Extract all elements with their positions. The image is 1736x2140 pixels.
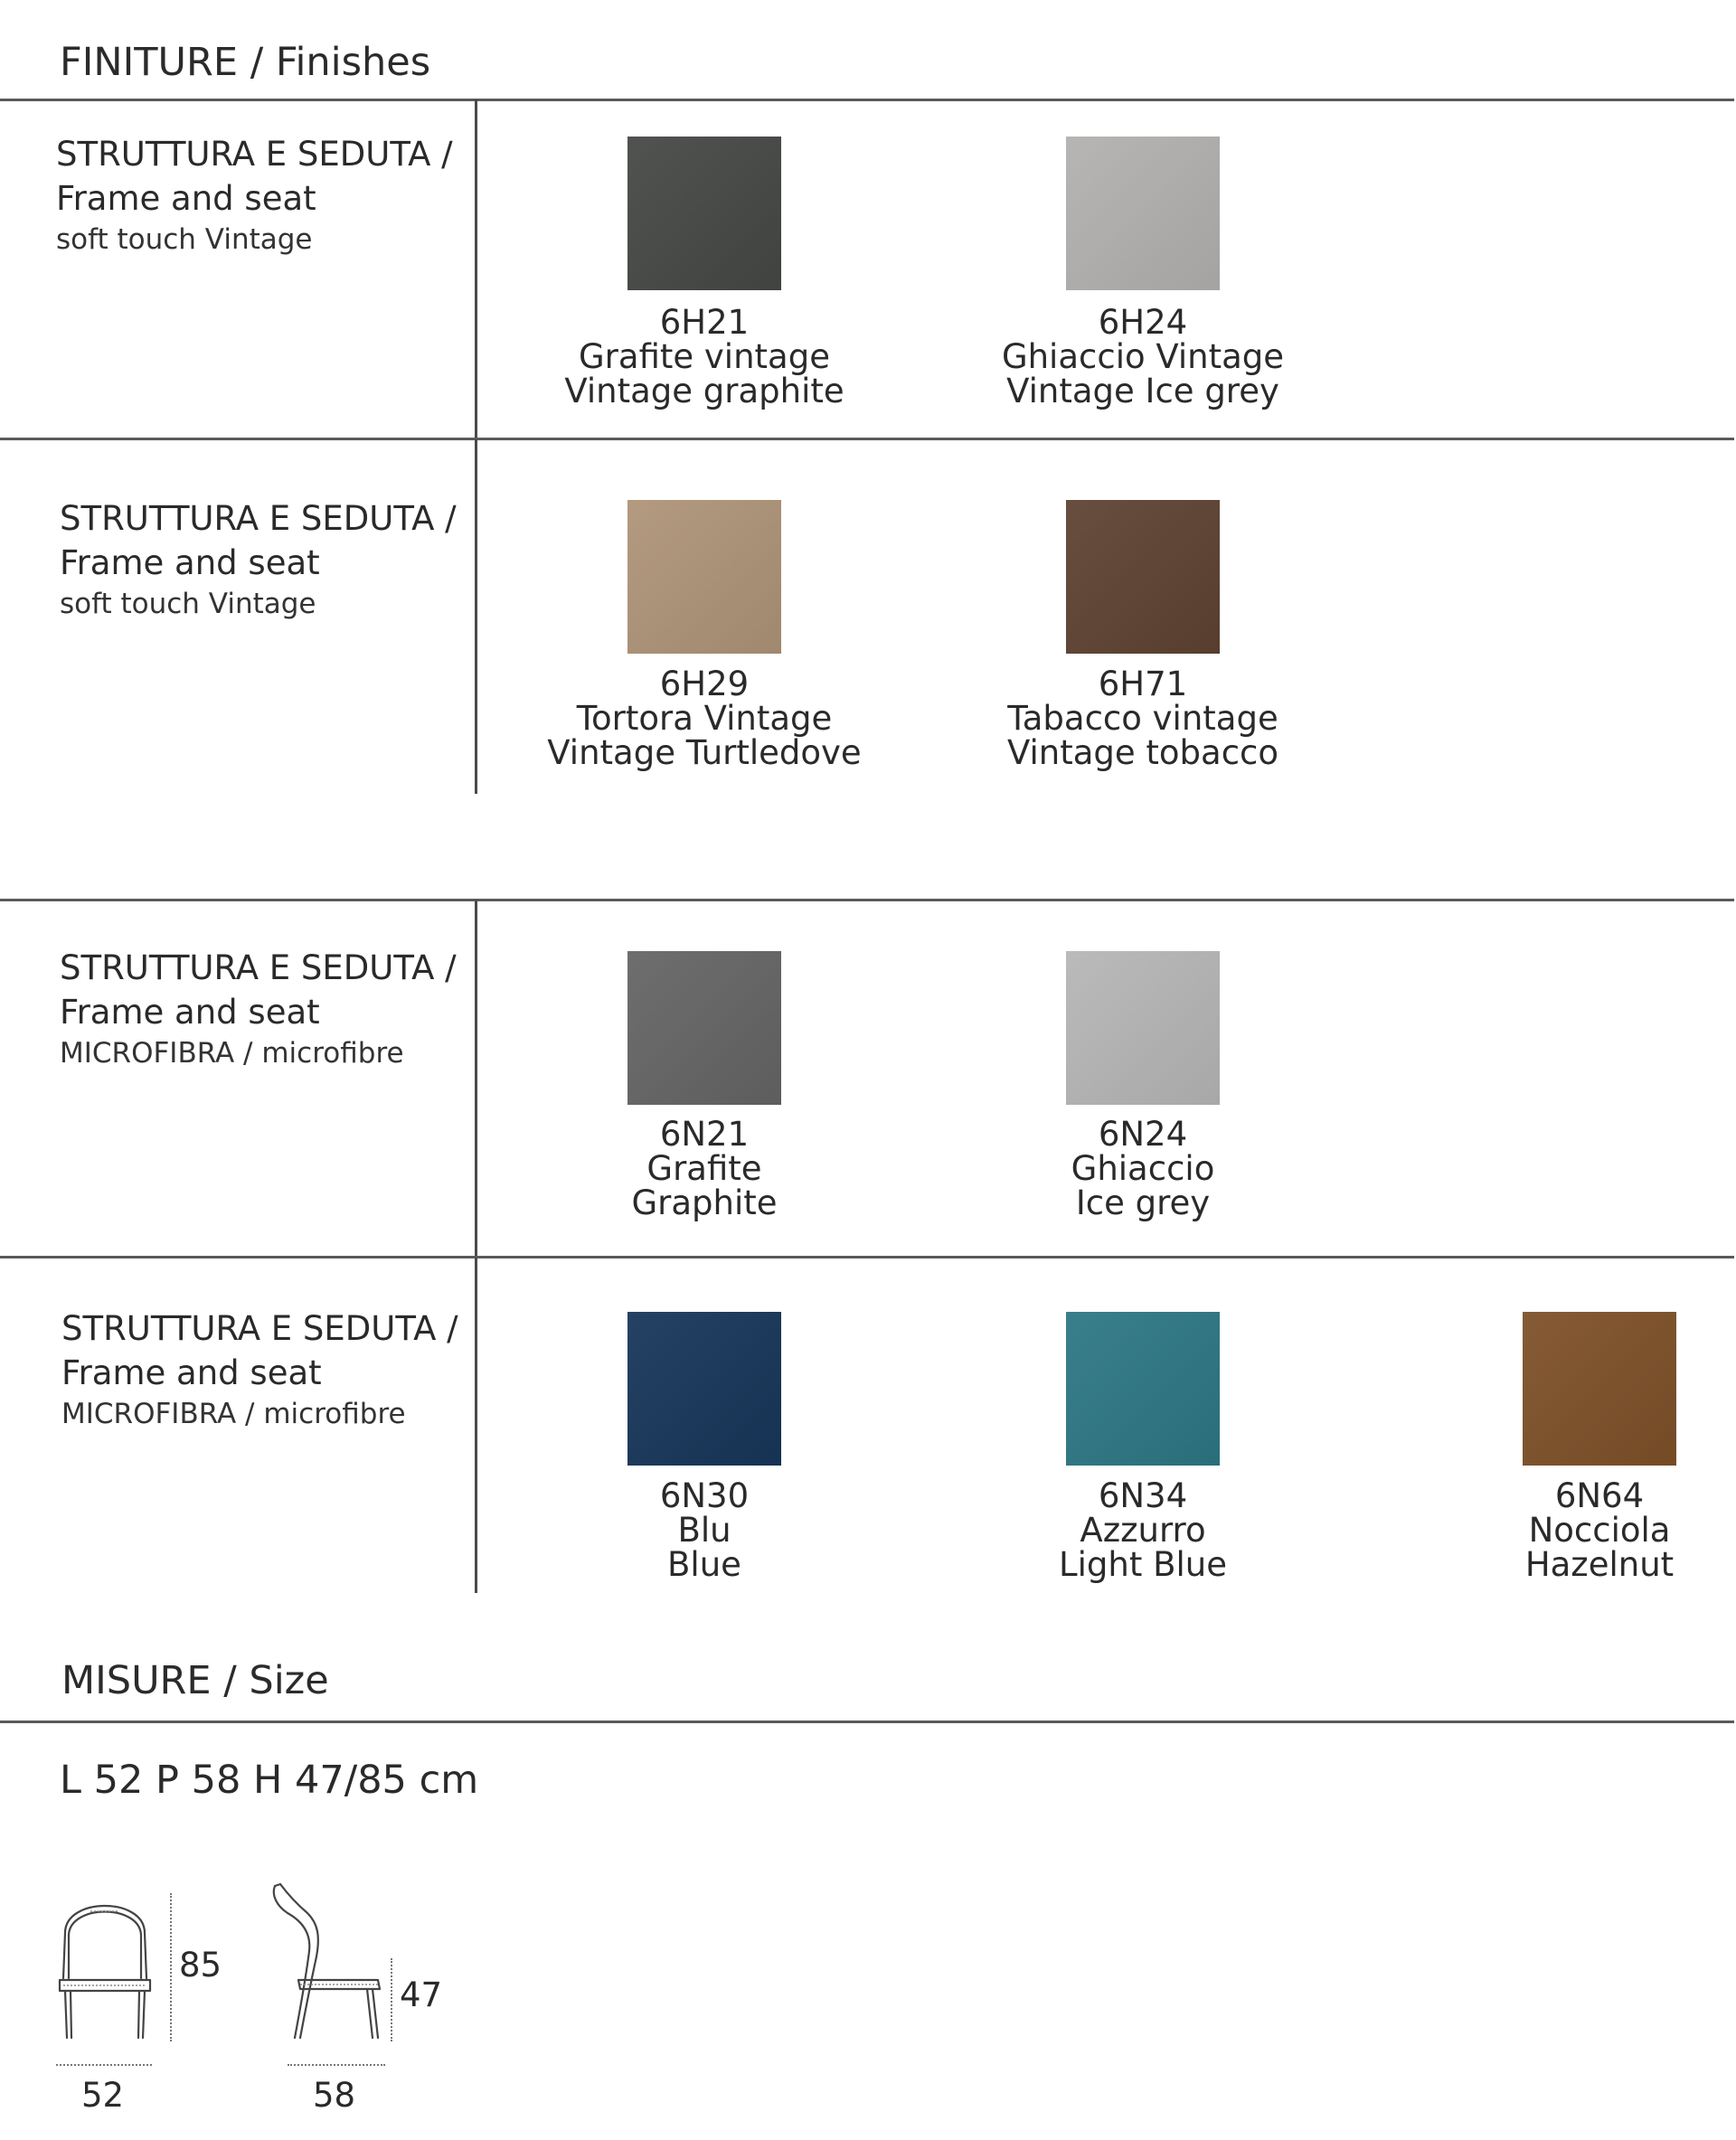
swatch-caption-6n34 xyxy=(953,1476,1333,1584)
row-1-label-line1: STRUTTURA E SEDUTA / xyxy=(56,135,453,174)
swatch-name-it: Tortora Vintage xyxy=(576,699,833,738)
row-3-label-line3: MICROFIBRA / microfibre xyxy=(60,1037,404,1070)
row-1-column-divider xyxy=(475,99,477,440)
row-4-label xyxy=(61,1306,458,1433)
swatch-name-en: Vintage graphite xyxy=(564,372,844,410)
swatch-name-en: Ice grey xyxy=(1075,1183,1211,1222)
row-4-label-line1: STRUTTURA E SEDUTA / xyxy=(61,1309,458,1348)
swatch-6n34[interactable] xyxy=(1066,1312,1220,1466)
swatch-code: 6N24 xyxy=(1098,1115,1188,1154)
swatch-name-en: Hazelnut xyxy=(1524,1545,1675,1584)
swatch-6n24[interactable] xyxy=(1066,951,1220,1105)
side-seat-height-label: 47 xyxy=(400,1975,443,2014)
size-heading: MISURE / Size xyxy=(61,1658,329,1703)
swatch-name-en: Vintage Turtledove xyxy=(547,733,862,772)
finishes-heading: FINITURE / Finishes xyxy=(60,40,431,85)
swatch-name-en: Vintage Ice grey xyxy=(1006,372,1279,410)
swatch-name-it: Grafite xyxy=(646,1149,762,1188)
finishes-divider xyxy=(0,99,1734,101)
swatch-6n21[interactable] xyxy=(627,951,781,1105)
swatch-caption-6h71 xyxy=(953,667,1333,770)
row-1-label-line2: Frame and seat xyxy=(56,179,316,218)
swatch-name-en: Light Blue xyxy=(1059,1545,1227,1584)
swatch-name-it: Blu xyxy=(677,1511,731,1550)
swatch-name-it: Ghiaccio Vintage xyxy=(1001,337,1285,376)
swatch-code: 6N64 xyxy=(1554,1476,1645,1515)
swatch-6h29[interactable] xyxy=(627,500,781,654)
swatch-name-en: Vintage tobacco xyxy=(1006,733,1279,772)
side-depth-dimension-line xyxy=(288,2064,385,2066)
row-1-divider xyxy=(0,438,1734,440)
row-3-label-line1: STRUTTURA E SEDUTA / xyxy=(60,948,457,987)
swatch-caption-6h29 xyxy=(514,667,894,770)
row-1-label-line3: soft touch Vintage xyxy=(56,223,313,256)
swatch-6n64[interactable] xyxy=(1523,1312,1676,1466)
swatch-code: 6H21 xyxy=(659,303,750,342)
swatch-caption-6n64 xyxy=(1410,1476,1736,1584)
row-2-label-line2: Frame and seat xyxy=(60,543,320,582)
swatch-caption-6n24 xyxy=(953,1117,1333,1221)
chair-front-view-drawing xyxy=(54,1888,181,2069)
swatch-6h24[interactable] xyxy=(1066,137,1220,290)
row-3-column-divider xyxy=(475,900,477,1258)
row-3-label xyxy=(60,946,457,1072)
row-2-label-line3: soft touch Vintage xyxy=(60,588,316,620)
swatch-code: 6H29 xyxy=(659,665,750,703)
swatch-name-en: Blue xyxy=(667,1545,741,1584)
swatch-name-it: Tabacco vintage xyxy=(1007,699,1278,738)
swatch-6h21[interactable] xyxy=(627,137,781,290)
size-dimensions-text: L 52 P 58 H 47/85 cm xyxy=(60,1758,479,1803)
swatch-name-en: Graphite xyxy=(631,1183,778,1222)
swatch-code: 6H71 xyxy=(1098,665,1188,703)
swatch-6n30[interactable] xyxy=(627,1312,781,1466)
side-depth-label: 58 xyxy=(313,2076,356,2115)
swatch-code: 6N34 xyxy=(1098,1476,1188,1515)
swatch-6h71[interactable] xyxy=(1066,500,1220,654)
row-4-column-divider xyxy=(475,1258,477,1593)
row-2-label xyxy=(60,496,457,623)
swatch-code: 6N21 xyxy=(659,1115,750,1154)
front-width-dimension-line xyxy=(56,2064,152,2066)
swatch-code: 6H24 xyxy=(1098,303,1188,342)
front-height-label: 85 xyxy=(179,1946,222,1984)
swatch-caption-6h24 xyxy=(953,303,1333,410)
row-2-column-divider xyxy=(475,439,477,794)
row-4-label-line2: Frame and seat xyxy=(61,1353,322,1392)
row-2-label-line1: STRUTTURA E SEDUTA / xyxy=(60,499,457,538)
row-1-label xyxy=(56,132,453,259)
swatch-code: 6N30 xyxy=(659,1476,750,1515)
side-seat-height-dimension-line xyxy=(391,1958,392,2041)
row-3-top-divider xyxy=(0,899,1734,901)
swatch-name-it: Azzurro xyxy=(1080,1511,1206,1550)
swatch-caption-6h21 xyxy=(514,303,894,410)
row-4-label-line3: MICROFIBRA / microfibre xyxy=(61,1398,406,1430)
row-3-label-line2: Frame and seat xyxy=(60,993,320,1032)
swatch-name-it: Grafite vintage xyxy=(579,337,830,376)
swatch-name-it: Nocciola xyxy=(1528,1511,1671,1550)
front-width-label: 52 xyxy=(81,2076,125,2115)
front-height-dimension-line xyxy=(170,1893,172,2041)
swatch-caption-6n21 xyxy=(514,1117,894,1221)
size-divider xyxy=(0,1720,1734,1723)
swatch-name-it: Ghiaccio xyxy=(1071,1149,1215,1188)
swatch-caption-6n30 xyxy=(514,1476,894,1584)
row-3-divider xyxy=(0,1256,1734,1259)
